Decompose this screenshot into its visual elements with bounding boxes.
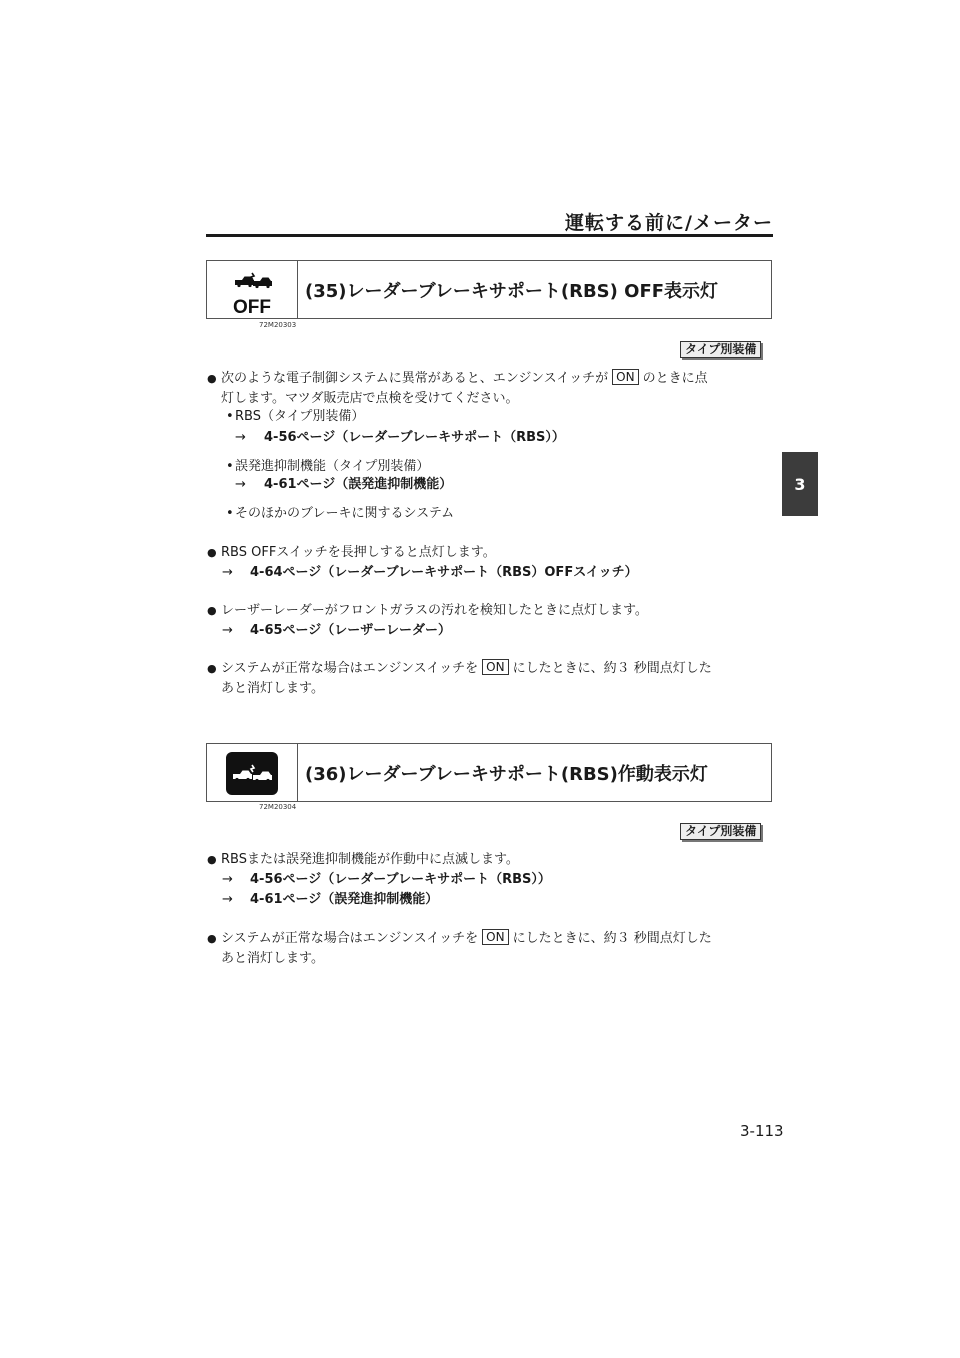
- page-reference-link[interactable]: 4-56ページ（レーダーブレーキサポート（RBS））: [264, 430, 565, 445]
- arrow-icon: →: [222, 872, 233, 887]
- sub-bullet-icon: •: [226, 409, 234, 424]
- key-on: ON: [612, 369, 638, 385]
- indicator-icon-cell: [207, 744, 298, 801]
- text-segment: 次のような電子制御システムに異常があると、エンジンスイッチが: [221, 371, 609, 386]
- text-segment: システムが正常な場合はエンジンスイッチを: [221, 661, 479, 676]
- bullet-icon: ●: [207, 604, 217, 617]
- page-reference-link[interactable]: 4-64ページ（レーダーブレーキサポート（RBS）OFFスイッチ）: [250, 565, 638, 580]
- text-segment: にしたときに、約３ 秒間点灯した: [512, 931, 712, 946]
- arrow-icon: →: [235, 477, 246, 492]
- off-icon-label: OFF: [233, 297, 271, 318]
- sub-bullet-text: そのほかのブレーキに関するシステム: [235, 506, 455, 521]
- header-divider: [206, 234, 773, 237]
- indicator-icon-cell: [207, 261, 298, 318]
- page-reference-link[interactable]: 4-61ページ（誤発進抑制機能）: [264, 477, 453, 492]
- arrow-icon: →: [222, 892, 233, 907]
- icon-code-36: 72M20304: [259, 803, 297, 811]
- bullet-icon: ●: [207, 546, 217, 559]
- rbs-operation-indicator-icon: [207, 744, 297, 801]
- key-on: ON: [482, 659, 508, 675]
- bullet-text: RBS OFFスイッチを長押しすると点灯します。: [221, 545, 496, 560]
- indicator-title-36: (36)レーダーブレーキサポート(RBS)作動表示灯: [305, 763, 708, 785]
- key-on: ON: [482, 929, 508, 945]
- sub-bullet-icon: •: [226, 506, 234, 521]
- text-segment: のときに点: [642, 371, 708, 386]
- bullet-text-line: あと消灯します。: [221, 951, 324, 966]
- sub-bullet-text: RBS（タイプ別装備）: [235, 409, 365, 424]
- arrow-icon: →: [222, 565, 233, 580]
- indicator-title-35: (35)レーダーブレーキサポート(RBS) OFF表示灯: [305, 280, 719, 302]
- sub-bullet-text: 誤発進抑制機能（タイプ別装備）: [235, 459, 430, 474]
- arrow-icon: →: [235, 430, 246, 445]
- indicator-box-35: [206, 260, 772, 319]
- text-segment: システムが正常な場合はエンジンスイッチを: [221, 931, 479, 946]
- optional-equipment-badge-35: タイプ別装備: [680, 341, 761, 358]
- bullet-text-line: あと消灯します。: [221, 681, 324, 696]
- bullet-icon: ●: [207, 662, 217, 675]
- page-reference-link[interactable]: 4-65ページ（レーザーレーダー）: [250, 623, 452, 638]
- section-header-title: 運転する前に/メーター: [565, 212, 773, 234]
- bullet-text: [221, 368, 708, 389]
- bullet-text: [221, 658, 712, 679]
- rbs-off-indicator-icon: [207, 261, 297, 318]
- bullet-text: [221, 928, 712, 949]
- text-segment: にしたときに、約３ 秒間点灯した: [512, 661, 712, 676]
- bullet-text: レーザーレーダーがフロントガラスの汚れを検知したときに点灯します。: [221, 603, 648, 618]
- bullet-icon: ●: [207, 853, 217, 866]
- bullet-icon: ●: [207, 932, 217, 945]
- indicator-box-36: [206, 743, 772, 802]
- arrow-icon: →: [222, 623, 233, 638]
- page-number: 3-113: [740, 1122, 784, 1140]
- page-reference-link[interactable]: 4-56ページ（レーダーブレーキサポート（RBS））: [250, 872, 551, 887]
- optional-equipment-badge-36: タイプ別装備: [680, 823, 761, 840]
- page-reference-link[interactable]: 4-61ページ（誤発進抑制機能）: [250, 892, 439, 907]
- chapter-tab[interactable]: [782, 452, 818, 516]
- icon-code-35: 72M20303: [259, 321, 297, 329]
- bullet-text: RBSまたは誤発進抑制機能が作動中に点滅します。: [221, 852, 519, 867]
- sub-bullet-icon: •: [226, 459, 234, 474]
- bullet-icon: ●: [207, 372, 217, 385]
- bullet-text-line: 灯します。マツダ販売店で点検を受けてください。: [221, 391, 519, 406]
- chapter-number: 3: [794, 474, 806, 494]
